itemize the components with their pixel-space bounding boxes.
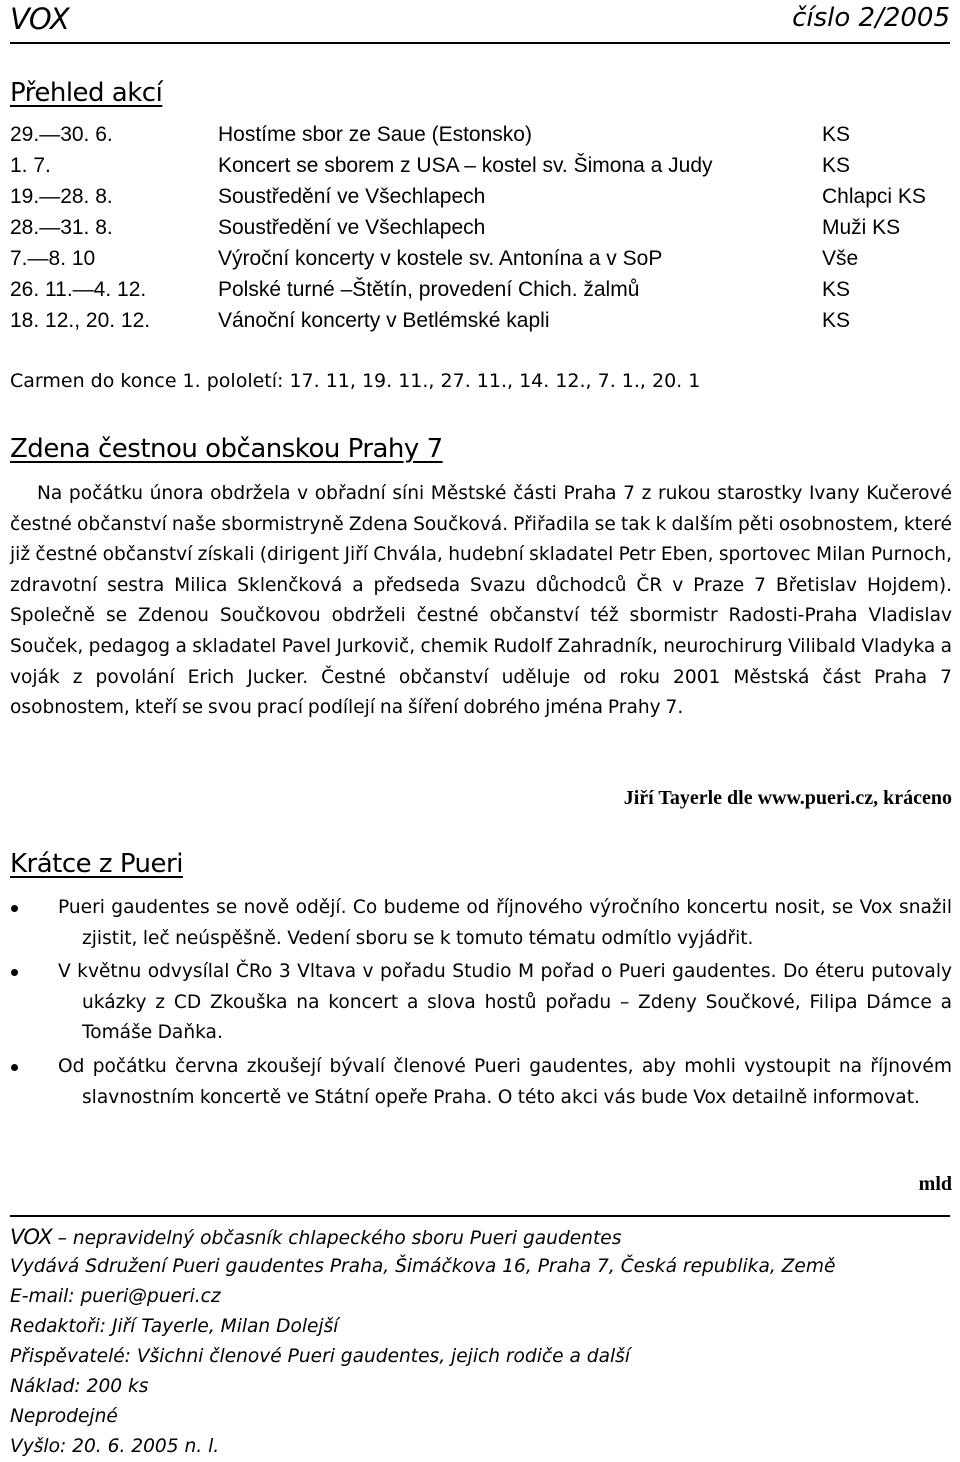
event-row: [10, 216, 950, 247]
bullet-icon: [11, 905, 18, 912]
event-participants: KS: [822, 309, 851, 332]
zdena-article: [10, 479, 952, 724]
colophon-tagline-line: [10, 1222, 955, 1252]
short-news-list: [10, 893, 952, 1116]
colophon-tagline: – nepravidelný občasník chlapeckého sboru Pueri gaudentes: [51, 1228, 622, 1249]
event-row: [10, 154, 950, 185]
colophon-print-run: Náklad: 200 ks: [10, 1376, 149, 1397]
zdena-text: Na počátku února obdržela v obřadní síni Městské části Praha 7 z rukou starostky Ivany Kučerové čestné občanství naše sbormistryně Zdena Součková. Přiřadila se tak k dalším pěti osobnostem, které již čestné občanství získali (dirigent Jiří Chvála, hudební skladatel Petr Eben, sportovec Milan Purnoch, zdravotní sestra Milica Sklenčková a předseda Svazu důchodců ČR v Praze 7 Břetislav Hojdem). Společně se Zdenou Součkovou obdrželi čestné občanství též sbormistr Radosti-Praha Vladislav Souček, pedagog a skladatel Pavel Jurkovič, chemik Rudolf Zahradník, neurochirurg Vilibald Vladyka a voják z povolání Erich Jucker. Čestné občanství uděluje od roku 2001 Městská část Praha 7 osobnostem, kteří se svou prací podílejí na šíření dobrého jména Prahy 7.: [10, 483, 952, 719]
event-row: [10, 309, 950, 340]
event-date: 19.—28. 8.: [10, 185, 113, 208]
zdena-signature: Jiří Tayerle dle www.pueri.cz, kráceno: [623, 787, 952, 809]
event-participants: Vše: [822, 247, 859, 270]
colophon-contributors: Přispěvatelé: Všichni členové Pueri gaudentes, jejich rodiče a další: [10, 1346, 630, 1367]
event-participants: KS: [822, 154, 851, 177]
colophon-not-for-sale: Neprodejné: [10, 1406, 118, 1427]
list-item: [10, 957, 952, 1049]
colophon-email: E-mail: pueri@pueri.cz: [10, 1286, 221, 1307]
zdena-title: Zdena čestnou občanskou Prahy 7: [10, 434, 443, 464]
news-text: V květnu odvysílal ČRo 3 Vltava v pořadu Studio M pořad o Pueri gaudentes. Do éteru putovaly ukázky z CD Zkouška na koncert a slova hostů pořadu – Zdeny Součkové, Filipa Dámce a Tomáše Daňka.: [58, 961, 952, 1044]
event-participants: Chlapci KS: [822, 185, 926, 208]
event-row: [10, 185, 950, 216]
events-title: Přehled akcí: [10, 78, 163, 108]
colophon-brand: VOX: [10, 1225, 52, 1249]
page-header: [10, 2, 950, 44]
event-name: Koncert se sborem z USA – kostel sv. Šimona a Judy: [218, 154, 713, 177]
event-date: 28.—31. 8.: [10, 216, 113, 239]
event-date: 26. 11.—4. 12.: [10, 278, 147, 301]
colophon-publisher: Vydává Sdružení Pueri gaudentes Praha, Šimáčkova 16, Praha 7, Česká republika, Země: [10, 1256, 836, 1277]
issue-number: číslo 2/2005: [792, 3, 950, 33]
event-name: Výroční koncerty v kostele sv. Antonína a v SoP: [218, 247, 663, 270]
news-text: Pueri gaudentes se nově odějí. Co budeme od říjnového výročního koncertu nosit, se Vox snažil zjistit, leč neúspěšně. Vedení sboru se k tomuto tématu odmítlo vyjádřit.: [58, 897, 952, 949]
short-news-title: Krátce z Pueri: [10, 849, 183, 879]
event-participants: KS: [822, 123, 851, 146]
list-item: [10, 1052, 952, 1113]
bullet-icon: [11, 969, 18, 976]
news-text: Od počátku června zkoušejí bývalí členové Pueri gaudentes, aby mohli vystoupit na říjnovém slavnostním koncertě ve Státní opeře Praha. O této akci vás bude Vox detailně informovat.: [58, 1055, 952, 1108]
colophon-published-date: Vyšlo: 20. 6. 2005 n. l.: [10, 1436, 220, 1457]
event-date: 18. 12., 20. 12.: [10, 309, 151, 332]
event-name: Polské turné –Štětín, provedení Chich. žalmů: [218, 278, 640, 301]
event-date: 29.—30. 6.: [10, 123, 113, 146]
events-list: [10, 123, 950, 340]
event-participants: KS: [822, 278, 851, 301]
event-name: Soustředění ve Všechlapech: [218, 185, 486, 208]
event-row: [10, 278, 950, 309]
bullet-icon: [11, 1064, 18, 1071]
list-item: [10, 893, 952, 954]
newsletter-brand: VOX: [10, 2, 69, 36]
colophon-editors: Redaktoři: Jiří Tayerle, Milan Dolejší: [10, 1316, 339, 1337]
event-row: [10, 247, 950, 278]
colophon: [10, 1222, 955, 1462]
carmen-dates: Carmen do konce 1. pololetí: 17. 11, 19. 11., 27. 11., 14. 12., 7. 1., 20. 1: [10, 370, 701, 392]
event-name: Vánoční koncerty v Betlémské kapli: [218, 309, 550, 332]
event-participants: Muži KS: [822, 216, 901, 239]
event-name: Hostíme sbor ze Saue (Estonsko): [218, 123, 532, 146]
event-row: [10, 123, 950, 154]
event-name: Soustředění ve Všechlapech: [218, 216, 486, 239]
event-date: 7.—8. 10: [10, 247, 96, 270]
short-news-signature: mld: [918, 1173, 952, 1195]
footer-divider: [10, 1215, 950, 1217]
event-date: 1. 7.: [10, 154, 51, 177]
